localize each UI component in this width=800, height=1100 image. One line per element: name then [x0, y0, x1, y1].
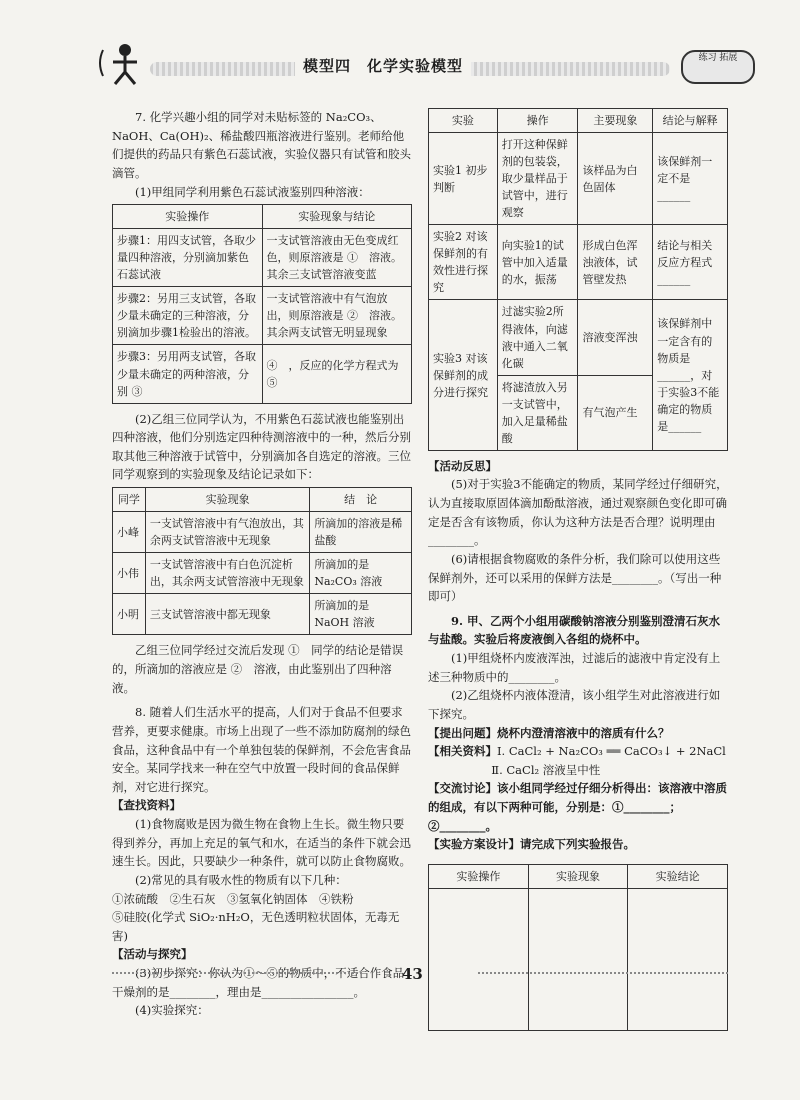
q8-info1: (1)食物腐败是因为微生物在食物上生长。微生物只要得到养分，再加上充足的氧气和水，在适当的条件下就会迅速生长。因此，只要缺少一种条件，就可以防止食物腐败。 — [112, 817, 411, 869]
q9-p2: (2)乙组烧杯内液体澄清，该小组学生对此溶液进行如下探究。 — [428, 688, 721, 721]
q8-reflect-title: 【活动反思】 — [428, 458, 497, 473]
footer-dots-left — [112, 972, 362, 974]
page-number: 43 — [402, 965, 423, 983]
table-cell: 实验3 对该保鲜剂的成分进行探究 — [429, 300, 498, 450]
q8-reflect6: (6)请根据食物腐败的条件分析，我们除可以使用这些保鲜剂外，还可以采用的保鲜方法是________。（写出一种即可） — [428, 551, 722, 604]
q9-intro: 9. 甲、乙两个小组用碳酸钠溶液分别鉴别澄清石灰水与盐酸。实验后将废液倒入各组的烧杯中。 — [428, 613, 721, 647]
table-cell: 实验2 对该保鲜剂的有效性进行探究 — [429, 225, 498, 300]
left-column — [112, 108, 412, 1020]
table-header: 结论与解释 — [653, 109, 728, 133]
table-header: 实验现象 — [145, 488, 309, 512]
table-header: 主要现象 — [578, 109, 653, 133]
q7-intro: 7. 化学兴趣小组的同学对未贴标签的 Na₂CO₃、NaOH、Ca(OH)₂、稀盐酸四瓶溶液进行鉴别。老师给他们提供的药品只有紫色石蕊试液，实验仪器只有试管和胶头滴管。 — [112, 110, 411, 180]
table-cell: 该保鲜剂一定不是______ — [653, 133, 728, 225]
table-cell: 步骤3：另用两支试管，各取少量未确定的两种溶液，分别 ③ — [113, 345, 263, 403]
table-cell: 有气泡产生 — [578, 375, 653, 450]
table-cell: 过滤实验2所得液体，向滤液中通入二氧化碳 — [497, 300, 578, 375]
q8-intro: 8. 随着人们生活水平的提高，人们对于食品不但要求营养，更要求健康。市场上出现了一些不添加防腐剂的绿色食品，这种食品中有一个单独包装的保鲜剂，不会危害食品安全。某同学找来一种在空气中放置一段时间的食品保鲜剂，对它进行探究。 — [112, 705, 411, 794]
footer-dots-right — [478, 972, 728, 974]
table-header: 实验现象与结论 — [262, 205, 412, 229]
table-row — [429, 133, 728, 225]
table-cell: 向实验1的试管中加入适量的水，振荡 — [497, 225, 578, 300]
section-badge: 练习 拓展 — [681, 50, 755, 84]
table-row — [429, 300, 728, 375]
table-cell-empty[interactable] — [628, 889, 728, 1031]
table-cell: 三支试管溶液中都无现象 — [145, 594, 309, 635]
q8-act4: (4)实验探究： — [135, 1003, 209, 1018]
table-row — [429, 889, 728, 1031]
table-cell: 实验1 初步判断 — [429, 133, 498, 225]
q8-table3 — [428, 108, 728, 451]
q9-discuss: 【交流讨论】该小组同学经过仔细分析得出：该溶液中溶质的组成，有以下两种可能，分别是：①________；②________。 — [428, 781, 727, 833]
q8-act-title: 【活动与探究】 — [112, 947, 193, 962]
q8-info2-items: ①浓硫酸 ②生石灰 ③氢氧化钠固体 ④铁粉 — [112, 891, 354, 906]
table-row — [113, 512, 412, 553]
table-header: 实验操作 — [429, 864, 529, 888]
table-header: 实验结论 — [628, 864, 728, 888]
table-cell: 形成白色浑浊液体，试管壁发热 — [578, 225, 653, 300]
table-cell: 小明 — [113, 594, 146, 635]
table-cell: 将滤渣放入另一支试管中，加入足量稀盐酸 — [497, 375, 578, 450]
table-cell: 步骤1：用四支试管，各取少量四种溶液，分别滴加紫色石蕊试液 — [113, 229, 263, 287]
table-cell: 所滴加的溶液是稀盐酸 — [310, 512, 412, 553]
table-header: 结 论 — [310, 488, 412, 512]
table-cell: 该保鲜剂中一定含有的物质是______，对于实验3不能确定的物质是______ — [653, 300, 728, 450]
q8-reflect5: (5)对于实验3不能确定的物质，某同学经过仔细研究，认为直接取原固体滴加酚酞溶液，通过观察颜色变化即可确定是否含有该物质，你认为这种方法是否合理？说明理由________。 — [428, 477, 728, 548]
table-cell: 溶液变浑浊 — [578, 300, 653, 375]
q7-part1: (1)甲组同学利用紫色石蕊试液鉴别四种溶液： — [135, 184, 370, 199]
table-header: 实验 — [429, 109, 498, 133]
table-row — [113, 553, 412, 594]
archer-logo-icon — [95, 40, 155, 86]
q7-conclusion: 乙组三位同学经过交流后发现 ① 同学的结论是错误的，所滴加的溶液应是 ② 溶液，由此鉴别出了四种溶液。 — [112, 643, 404, 695]
table-cell: 打开这种保鲜剂的包装袋，取少量样品于试管中，进行观察 — [497, 133, 578, 225]
q8-act3: (3)初步探究：你认为①～⑤的物质中，不适合作食品干燥剂的是________，理由是________________。 — [112, 966, 405, 999]
q9-data2: Ⅱ. CaCl₂ 溶液呈中性 — [491, 762, 601, 777]
table-cell: 一支试管溶液中有气泡放出，其余两支试管溶液中无现象 — [145, 512, 309, 553]
table-row — [113, 345, 412, 403]
table-cell: 一支试管溶液中有白色沉淀析出，其余两支试管溶液中无现象 — [145, 553, 309, 594]
q8-info-title: 【查找资料】 — [112, 798, 181, 813]
table-row — [429, 225, 728, 300]
table-cell: 一支试管溶液中有气泡放出，则原溶液是 ② 溶液。其余两支试管无明显现象 — [262, 287, 412, 345]
table-cell: 该样品为白色固体 — [578, 133, 653, 225]
table-cell-empty[interactable] — [429, 889, 529, 1031]
table-cell: 小峰 — [113, 512, 146, 553]
table-row — [113, 229, 412, 287]
q9-data-title: 【相关资料】 — [428, 744, 497, 759]
table-cell: 一支试管溶液由无色变成红色，则原溶液是 ① 溶液。其余三支试管溶液变蓝 — [262, 229, 412, 287]
q9-question: 【提出问题】烧杯内澄清溶液中的溶质有什么？ — [428, 725, 670, 740]
q9-design: 【实验方案设计】请完成下列实验报告。 — [428, 837, 635, 852]
table-cell: 所滴加的是 NaOH 溶液 — [310, 594, 412, 635]
page-footer — [112, 962, 728, 986]
q8-info2-item5: ⑤硅胶(化学式 SiO₂·nH₂O，无色透明粒状固体，无毒无害) — [112, 910, 400, 943]
page-header — [95, 40, 738, 86]
table-cell: 结论与相关反应方程式______ — [653, 225, 728, 300]
table-row — [113, 594, 412, 635]
table-cell-empty[interactable] — [528, 889, 628, 1031]
table-cell: 小伟 — [113, 553, 146, 594]
q9-p1: (1)甲组烧杯内废液浑浊，过滤后的滤液中肯定没有上述三种物质中的________。 — [428, 651, 721, 684]
q9-data1: Ⅰ. CaCl₂ + Na₂CO₃ ══ CaCO₃↓ + 2NaCl — [497, 744, 726, 759]
table-header: 操作 — [497, 109, 578, 133]
q7-table1 — [112, 204, 412, 403]
table-header: 同学 — [113, 488, 146, 512]
right-column — [428, 108, 728, 1031]
table-cell: ④ ，反应的化学方程式为 ⑤ — [262, 345, 412, 403]
q8-info2: (2)常见的具有吸水性的物质有以下几种： — [135, 872, 347, 887]
table-header: 实验操作 — [113, 205, 263, 229]
table-cell: 步骤2：另用三支试管，各取少量未确定的三种溶液，分别滴加步骤1检验出的溶液。 — [113, 287, 263, 345]
table-cell: 所滴加的是 Na₂CO₃ 溶液 — [310, 553, 412, 594]
q7-table2 — [112, 487, 412, 635]
chapter-title: 模型四 化学实验模型 — [295, 54, 471, 78]
q7-part2: (2)乙组三位同学认为，不用紫色石蕊试液也能鉴别出四种溶液，他们分别选定四种待测溶液中的一种，然后分别取其他三种溶液于试管中，分别滴加各自选定的溶液。三位同学观察到的实验现象及结论记录如下： — [112, 411, 411, 482]
q9-data — [428, 742, 728, 761]
table-header: 实验现象 — [528, 864, 628, 888]
q9-report-table — [428, 864, 728, 1031]
table-row — [113, 287, 412, 345]
